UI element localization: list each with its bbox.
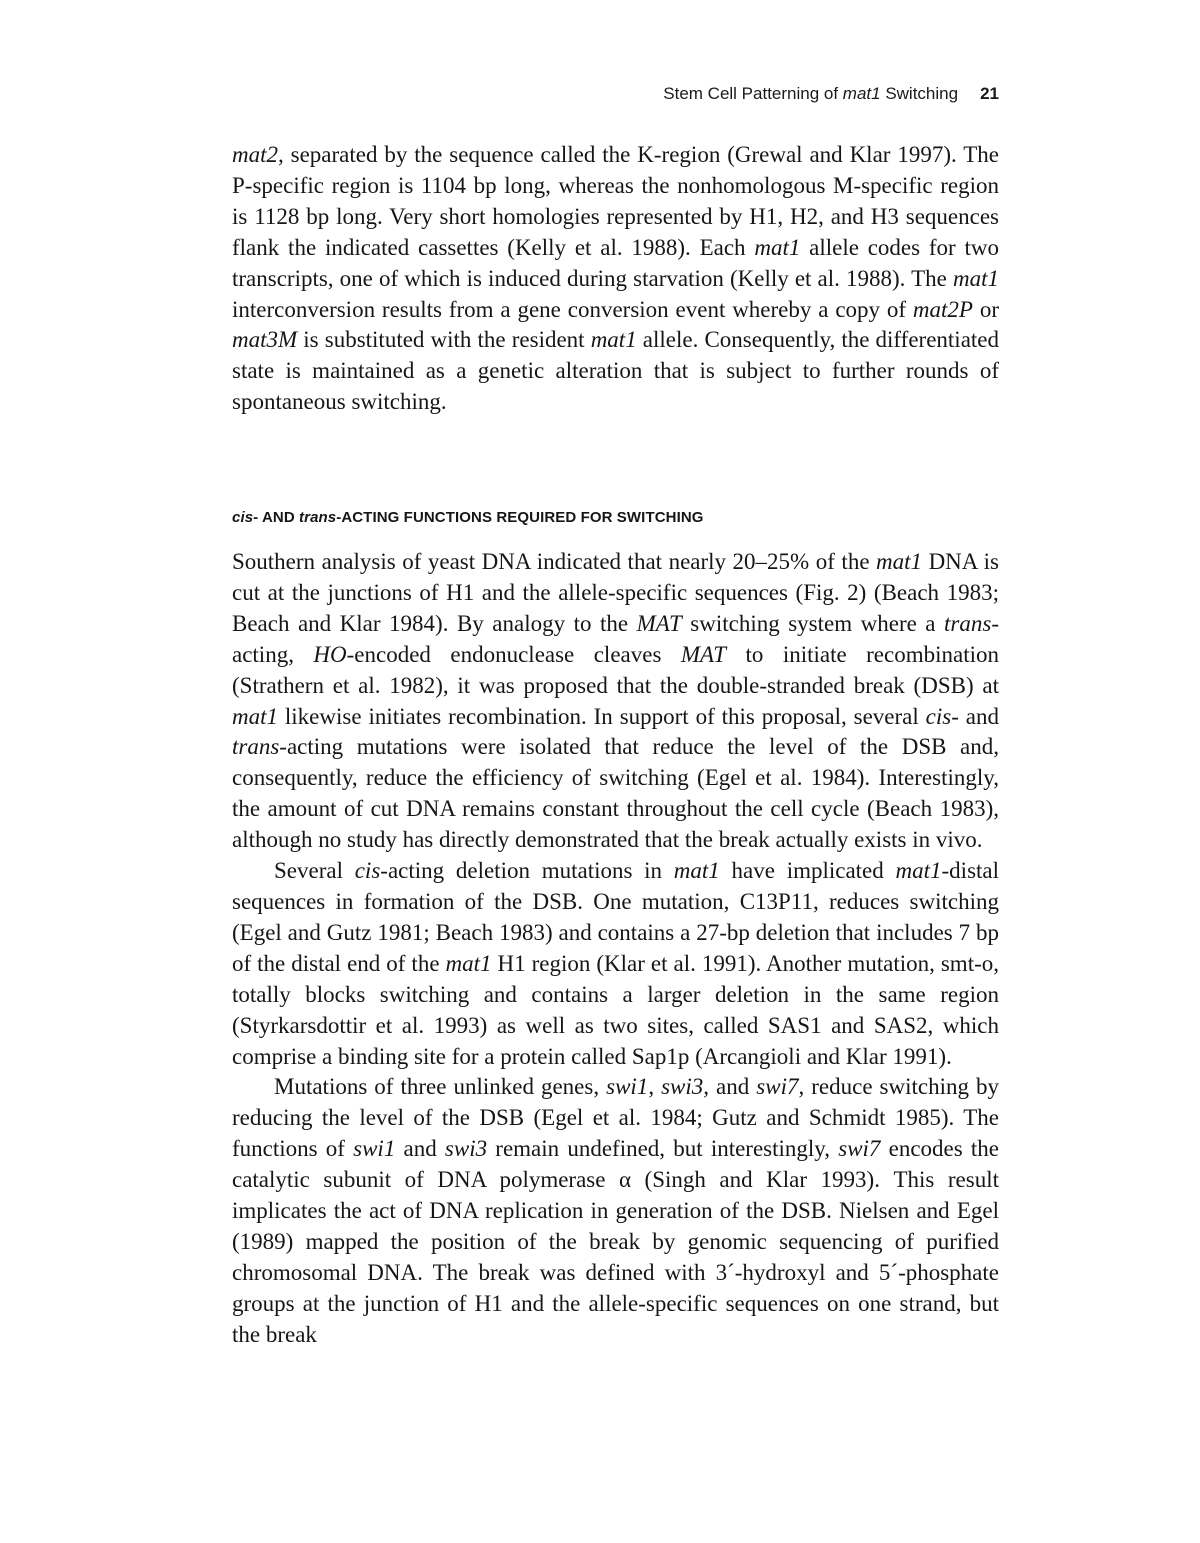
italic-run: cis xyxy=(354,858,381,884)
text-run: , reduce switching by reducing the level of the DSB (Egel et al. 1984; Gutz and Schmidt 1985). The functions of xyxy=(232,1074,1000,1162)
paragraph xyxy=(232,140,999,418)
section-heading xyxy=(232,509,704,526)
italic-run: mat1 xyxy=(232,703,278,729)
running-head-title-post: Switching xyxy=(880,84,959,103)
italic-run: cis xyxy=(925,703,952,729)
text-run: -acting deletion mutations in xyxy=(380,858,674,884)
heading-trans: trans xyxy=(299,509,337,526)
text-run: encodes the catalytic subunit of DNA polymerase α (Singh and Klar 1993). This result implicates the act of DNA replication in generation of the DSB. Nielsen and Egel (1989) mapped the position of the break by genomic sequencing of purified chromosomal DNA. The break was defined with 3´-hydroxyl and 5´-phosphate groups at the junction of H1 and the allele-specific sequences on one strand, but the break xyxy=(232,1136,999,1347)
text-run: switching system where a xyxy=(681,610,945,636)
italic-run: swi3, xyxy=(661,1074,710,1100)
text-run: -acting, xyxy=(232,610,999,667)
text-run: DNA is cut at the junctions of H1 and the allele-specific sequences (Fig. 2) (Beach 1983; Beach and Klar 1984). By analogy to the xyxy=(232,549,999,636)
text-run: Several xyxy=(274,858,355,884)
heading-rest: -ACTING FUNCTIONS REQUIRED FOR SWITCHING xyxy=(336,509,704,526)
text-run: to initiate recombination (Strathern et al. 1982), it was proposed that the double-stranded break (DSB) at xyxy=(232,641,999,698)
italic-run: swi1 xyxy=(353,1136,396,1162)
italic-run: mat3M xyxy=(232,327,298,353)
italic-run: swi7 xyxy=(838,1136,881,1162)
text-run: allele codes for two transcripts, one of which is induced during starvation (Kelly et al. 1988). The xyxy=(232,234,999,291)
italic-run: mat1 xyxy=(673,858,720,884)
text-run: is substituted with the resident xyxy=(297,327,591,353)
running-head xyxy=(232,84,999,104)
text-run: Mutations of three unlinked genes, xyxy=(274,1074,607,1100)
running-head-title-italic: mat1 xyxy=(842,84,881,103)
text-run: or xyxy=(972,296,999,322)
heading-cis: cis xyxy=(232,509,254,526)
italic-run: swi1 xyxy=(606,1074,649,1100)
text-run: interconversion results from a gene conversion event whereby a copy of xyxy=(232,296,913,322)
text-run: H1 region (Klar et al. 1991). Another mutation, smt-o, totally blocks switching and contains a larger deletion in the same region (Styrkarsdottir et al. 1993) as well as two sites, called SAS1 and SAS2, which comprise a binding site for a protein called Sap1p (Arcangioli and Klar 1991). xyxy=(232,950,999,1069)
paragraph xyxy=(232,856,999,1072)
text-run: allele. Consequently, the differentiated state is maintained as a genetic alteration that is subject to further rounds of spontaneous switching. xyxy=(232,327,999,415)
italic-run: trans xyxy=(944,610,992,636)
italic-run: MAT xyxy=(636,610,682,636)
text-run: - and xyxy=(951,703,999,729)
italic-run: HO xyxy=(313,641,347,667)
text-run: , xyxy=(648,1074,662,1100)
text-run: Southern analysis of yeast DNA indicated that nearly 20–25% of the xyxy=(232,549,877,574)
main-text-block xyxy=(232,547,999,1351)
italic-run: mat1 xyxy=(953,265,999,291)
heading-and: - AND xyxy=(253,509,300,526)
text-run: -acting mutations were isolated that reduce the level of the DSB and, consequently, reduce the efficiency of switching (Egel et al. 1984). Interestingly, the amount of cut DNA remains constant throughout the cell cycle (Beach 1983), although no study has directly demonstrated that the break actually exists in vivo. xyxy=(232,734,999,853)
italic-run: swi3 xyxy=(444,1136,488,1162)
text-run: and xyxy=(709,1074,757,1100)
italic-run: mat1 xyxy=(445,950,492,976)
italic-run: mat1 xyxy=(754,234,801,260)
italic-run: mat1 xyxy=(590,327,637,353)
italic-run: trans xyxy=(232,734,280,760)
text-run: likewise initiates recombination. In support of this proposal, several xyxy=(278,703,926,729)
paragraph xyxy=(232,1072,999,1350)
paragraph xyxy=(232,547,999,856)
italic-run: MAT xyxy=(680,641,727,667)
italic-run: mat2P xyxy=(912,296,973,322)
italic-run: mat2, xyxy=(232,142,284,167)
text-run: have implicated xyxy=(719,858,896,884)
italic-run: swi7 xyxy=(756,1074,799,1100)
running-head-title-pre: Stem Cell Patterning of xyxy=(663,84,843,103)
text-run: separated by the sequence called the K-region (Grewal and Klar 1997). The P-specific region is 1104 bp long, whereas the nonhomologous M-specific region is 1128 bp long. Very short homologies represented by H1, H2, and H3 sequences flank the indicated cassettes (Kelly et al. 1988). Each xyxy=(232,142,999,260)
text-run: and xyxy=(395,1136,445,1162)
page-number: 21 xyxy=(980,84,999,103)
text-run: remain undefined, but interestingly, xyxy=(487,1136,839,1162)
top-text-block xyxy=(232,140,999,418)
italic-run: mat1 xyxy=(876,549,923,574)
text-run: -distal sequences in formation of the DSB. One mutation, C13P11, reduces switching (Egel and Gutz 1981; Beach 1983) and contains a 27-bp deletion that includes 7 bp of the distal end of the xyxy=(232,858,1000,976)
italic-run: mat1 xyxy=(895,858,942,884)
text-run: -encoded endonuclease cleaves xyxy=(346,641,681,667)
